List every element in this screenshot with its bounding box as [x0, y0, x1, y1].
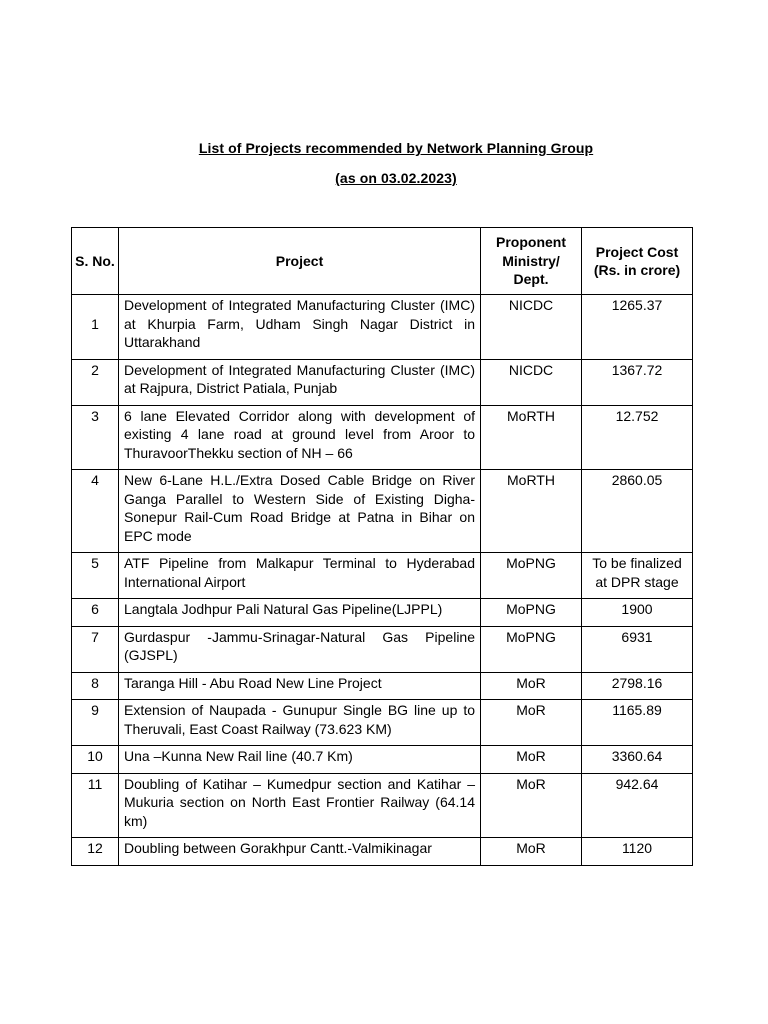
- cell-project: ATF Pipeline from Malkapur Terminal to Hyderabad International Airport: [119, 553, 481, 599]
- table-row: [72, 838, 693, 866]
- cell-project: Langtala Jodhpur Pali Natural Gas Pipeline(LJPPL): [119, 599, 481, 627]
- header-dept: Proponent Ministry/ Dept.: [481, 228, 582, 295]
- cell-dept: MoR: [481, 672, 582, 700]
- cell-sno: 5: [72, 553, 119, 599]
- table-row: [72, 746, 693, 774]
- cell-project: Development of Integrated Manufacturing Cluster (IMC) at Khurpia Farm, Udham Singh Nagar District in Uttarakhand: [119, 295, 481, 360]
- cell-project: Una –Kunna New Rail line (40.7 Km): [119, 746, 481, 774]
- cell-sno: 9: [72, 700, 119, 746]
- projects-table: [71, 227, 693, 866]
- table-row: [72, 672, 693, 700]
- cell-dept: NICDC: [481, 295, 582, 360]
- cell-sno: 6: [72, 599, 119, 627]
- cell-sno: 11: [72, 773, 119, 838]
- cell-sno: 12: [72, 838, 119, 866]
- cell-dept: MoPNG: [481, 553, 582, 599]
- cell-cost: 2860.05: [582, 470, 693, 553]
- header-sno: S. No.: [72, 228, 119, 295]
- table-row: [72, 626, 693, 672]
- table-row: [72, 599, 693, 627]
- document-title: List of Projects recommended by Network Planning Group: [198, 140, 594, 156]
- cell-sno: 10: [72, 746, 119, 774]
- table-row: [72, 359, 693, 405]
- cell-sno: 1: [72, 295, 119, 360]
- cell-project: 6 lane Elevated Corridor along with development of existing 4 lane road at ground level from Aroor to ThuravoorThekku section of NH – 66: [119, 405, 481, 470]
- cell-cost: To be finalized at DPR stage: [582, 553, 693, 599]
- cell-sno: 2: [72, 359, 119, 405]
- cell-project: Gurdaspur -Jammu-Srinagar-Natural Gas Pipeline (GJSPL): [119, 626, 481, 672]
- cell-cost: 12.752: [582, 405, 693, 470]
- cell-project: Taranga Hill - Abu Road New Line Project: [119, 672, 481, 700]
- cell-dept: NICDC: [481, 359, 582, 405]
- cell-project: Development of Integrated Manufacturing Cluster (IMC) at Rajpura, District Patiala, Punjab: [119, 359, 481, 405]
- cell-dept: MoPNG: [481, 626, 582, 672]
- table-row: [72, 405, 693, 470]
- cell-dept: MoR: [481, 773, 582, 838]
- cell-cost: 1900: [582, 599, 693, 627]
- cell-dept: MoR: [481, 838, 582, 866]
- cell-cost: 1265.37: [582, 295, 693, 360]
- table-row: [72, 553, 693, 599]
- cell-project: Extension of Naupada - Gunupur Single BG line up to Theruvali, East Coast Railway (73.623 KM): [119, 700, 481, 746]
- cell-dept: MoPNG: [481, 599, 582, 627]
- cell-sno: 4: [72, 470, 119, 553]
- cell-cost: 6931: [582, 626, 693, 672]
- table-header-row: [72, 228, 693, 295]
- document-subtitle: (as on 03.02.2023): [335, 170, 457, 186]
- cell-project: Doubling between Gorakhpur Cantt.-Valmikinagar: [119, 838, 481, 866]
- cell-cost: 3360.64: [582, 746, 693, 774]
- cell-dept: MoRTH: [481, 405, 582, 470]
- cell-dept: MoRTH: [481, 470, 582, 553]
- table-row: [72, 295, 693, 360]
- cell-sno: 8: [72, 672, 119, 700]
- table-row: [72, 470, 693, 553]
- cell-project: New 6-Lane H.L./Extra Dosed Cable Bridge on River Ganga Parallel to Western Side of Existing Digha-Sonepur Rail-Cum Road Bridge at Patna in Bihar on EPC mode: [119, 470, 481, 553]
- cell-sno: 7: [72, 626, 119, 672]
- cell-dept: MoR: [481, 700, 582, 746]
- header-cost: Project Cost (Rs. in crore): [582, 228, 693, 295]
- cell-cost: 942.64: [582, 773, 693, 838]
- cell-project: Doubling of Katihar – Kumedpur section and Katihar – Mukuria section on North East Frontier Railway (64.14 km): [119, 773, 481, 838]
- cell-cost: 1165.89: [582, 700, 693, 746]
- cell-cost: 1120: [582, 838, 693, 866]
- cell-cost: 2798.16: [582, 672, 693, 700]
- cell-dept: MoR: [481, 746, 582, 774]
- header-project: Project: [119, 228, 481, 295]
- table-row: [72, 773, 693, 838]
- cell-cost: 1367.72: [582, 359, 693, 405]
- cell-sno: 3: [72, 405, 119, 470]
- table-row: [72, 700, 693, 746]
